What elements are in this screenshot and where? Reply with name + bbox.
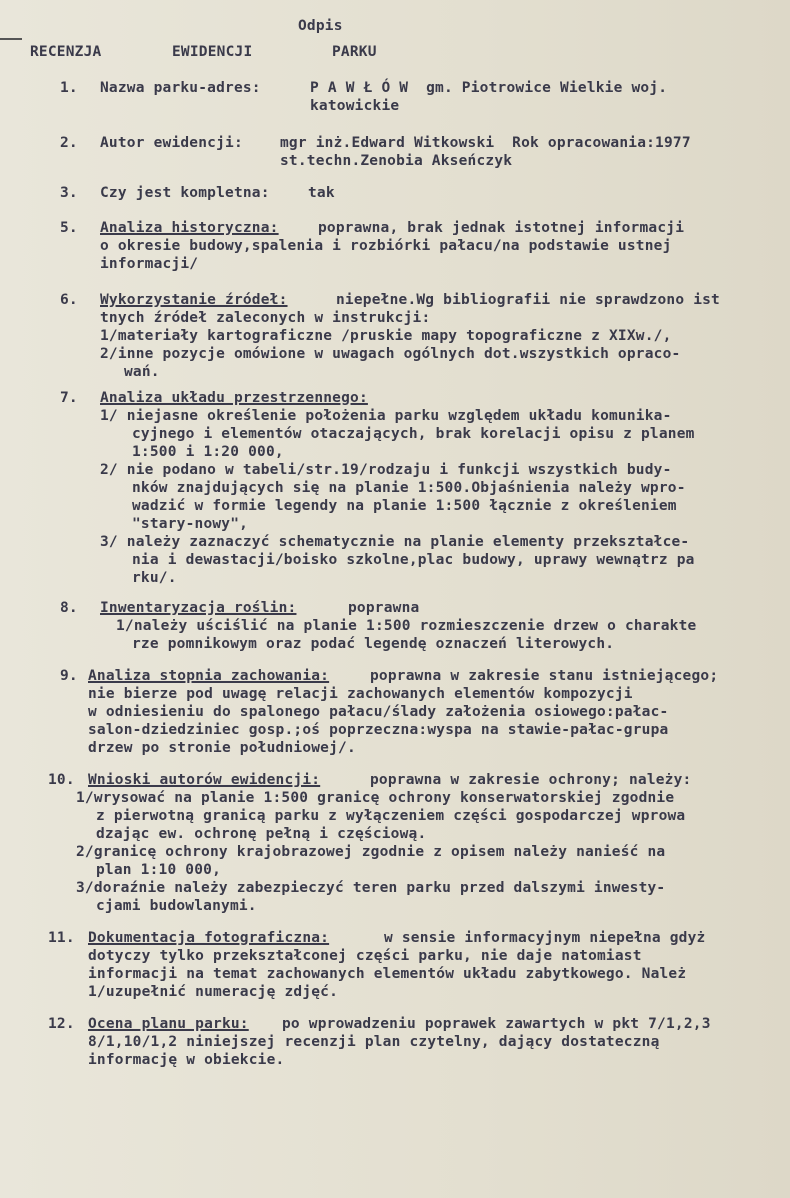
item-12-text: po wprowadzeniu poprawek zawartych w pkt 7/1,2,3: [282, 1016, 711, 1032]
item-11-number: 11.: [48, 930, 75, 946]
item-6-text: 2/inne pozycje omówione w uwagach ogólnych dot.wszystkich opraco-: [100, 346, 681, 362]
item-3-number: 3.: [60, 185, 78, 201]
item-1-number: 1.: [60, 80, 78, 96]
item-11-label: Dokumentacja fotograficzna:: [88, 930, 330, 946]
item-12-label: Ocena planu parku:: [88, 1016, 249, 1032]
item-7-text: 3/ należy zaznaczyć schematycznie na planie elementy przekształce-: [100, 534, 690, 550]
title-recenzja: RECENZJA: [30, 44, 102, 60]
item-5-text: poprawna, brak jednak istotnej informacji: [318, 220, 685, 236]
item-12-text: informację w obiekcie.: [88, 1052, 285, 1068]
item-6-text: niepełne.Wg bibliografii nie sprawdzono ist: [336, 292, 720, 308]
item-9-text: drzew po stronie południowej/.: [88, 740, 356, 756]
item-9-text: w odniesieniu do spalonego pałacu/ślady założenia osiowego:pałac-: [88, 704, 669, 720]
item-8-number: 8.: [60, 600, 78, 616]
item-7-number: 7.: [60, 390, 78, 406]
item-2-text: st.techn.Zenobia Akseńczyk: [280, 153, 513, 169]
item-8-text: 1/należy uściślić na planie 1:500 rozmieszczenie drzew o charakte: [116, 618, 697, 634]
item-1-text: katowickie: [310, 98, 400, 114]
item-7-text: nków znajdujących się na planie 1:500.Objaśnienia należy wpro-: [132, 480, 686, 496]
item-5-label: Analiza historyczna:: [100, 220, 279, 236]
item-1-text: P A W Ł Ó W gm. Piotrowice Wielkie woj.: [310, 80, 668, 96]
item-9-number: 9.: [60, 668, 78, 684]
item-6-label: Wykorzystanie źródeł:: [100, 292, 288, 308]
item-7-text: "stary-nowy",: [132, 516, 249, 532]
item-9-label: Analiza stopnia zachowania:: [88, 668, 330, 684]
item-5-text: informacji/: [100, 256, 199, 272]
item-6-text: 1/materiały kartograficzne /pruskie mapy topograficzne z XIXw./,: [100, 328, 672, 344]
item-6-text: tnych źródeł zaleconych w instrukcji:: [100, 310, 431, 326]
item-10-text: 3/doraźnie należy zabezpieczyć teren parku przed dalszymi inwesty-: [76, 880, 666, 896]
item-7-text: 2/ nie podano w tabeli/str.19/rodzaju i funkcji wszystkich budy-: [100, 462, 672, 478]
item-10-text: dzając ew. ochronę pełną i częściową.: [96, 826, 427, 842]
item-12-number: 12.: [48, 1016, 75, 1032]
item-7-label: Analiza układu przestrzennego:: [100, 390, 368, 406]
item-8-label: Inwentaryzacja roślin:: [100, 600, 297, 616]
odpis-label: Odpis: [298, 18, 343, 34]
item-7-text: 1/ niejasne określenie położenia parku względem układu komunika-: [100, 408, 672, 424]
title-ewidencji: EWIDENCJI: [172, 44, 253, 60]
item-11-text: informacji na temat zachowanych elementów układu zabytkowego. Należ: [88, 966, 687, 982]
item-10-text: cjami budowlanymi.: [96, 898, 257, 914]
item-10-text: z pierwotną granicą parku z wyłączeniem części gospodarczej wprowa: [96, 808, 686, 824]
item-11-text: dotyczy tylko przekształconej części parku, nie daje natomiast: [88, 948, 642, 964]
item-10-text: plan 1:10 000,: [96, 862, 222, 878]
item-10-number: 10.: [48, 772, 75, 788]
margin-mark: [0, 38, 22, 40]
item-8-text: rze pomnikowym oraz podać legendę oznaczeń literowych.: [132, 636, 615, 652]
item-10-text: 1/wrysować na planie 1:500 granicę ochrony konserwatorskiej zgodnie: [76, 790, 675, 806]
item-7-text: 1:500 i 1:20 000,: [132, 444, 284, 460]
item-9-text: nie bierze pod uwagę relacji zachowanych elementów kompozycji: [88, 686, 633, 702]
item-10-text: 2/granicę ochrony krajobrazowej zgodnie z opisem należy nanieść na: [76, 844, 666, 860]
item-8-text: poprawna: [348, 600, 420, 616]
item-2-text: mgr inż.Edward Witkowski Rok opracowania:1977: [280, 135, 691, 151]
item-5-number: 5.: [60, 220, 78, 236]
item-2-label: Autor ewidencji:: [100, 135, 243, 151]
item-6-text: wań.: [124, 364, 160, 380]
item-1-label: Nazwa parku-adres:: [100, 80, 261, 96]
item-9-text: poprawna w zakresie stanu istniejącego;: [370, 668, 719, 684]
item-6-number: 6.: [60, 292, 78, 308]
title-parku: PARKU: [332, 44, 377, 60]
item-5-text: o okresie budowy,spalenia i rozbiórki pałacu/na podstawie ustnej: [100, 238, 672, 254]
item-7-text: cyjnego i elementów otaczających, brak korelacji opisu z planem: [132, 426, 695, 442]
item-7-text: nia i dewastacji/boisko szkolne,plac budowy, uprawy wewnątrz pa: [132, 552, 695, 568]
item-10-text: poprawna w zakresie ochrony; należy:: [370, 772, 692, 788]
item-7-text: rku/.: [132, 570, 177, 586]
item-10-label: Wnioski autorów ewidencji:: [88, 772, 321, 788]
item-7-text: wadzić w formie legendy na planie 1:500 łącznie z określeniem: [132, 498, 677, 514]
item-11-text: w sensie informacyjnym niepełna gdyż: [384, 930, 706, 946]
item-11-text: 1/uzupełnić numerację zdjęć.: [88, 984, 339, 1000]
item-2-number: 2.: [60, 135, 78, 151]
item-3-text: tak: [308, 185, 335, 201]
item-9-text: salon-dziedziniec gosp.;oś poprzeczna:wyspa na stawie-pałac-grupa: [88, 722, 669, 738]
item-12-text: 8/1,10/1,2 niniejszej recenzji plan czytelny, dający dostateczną: [88, 1034, 660, 1050]
item-3-label: Czy jest kompletna:: [100, 185, 270, 201]
